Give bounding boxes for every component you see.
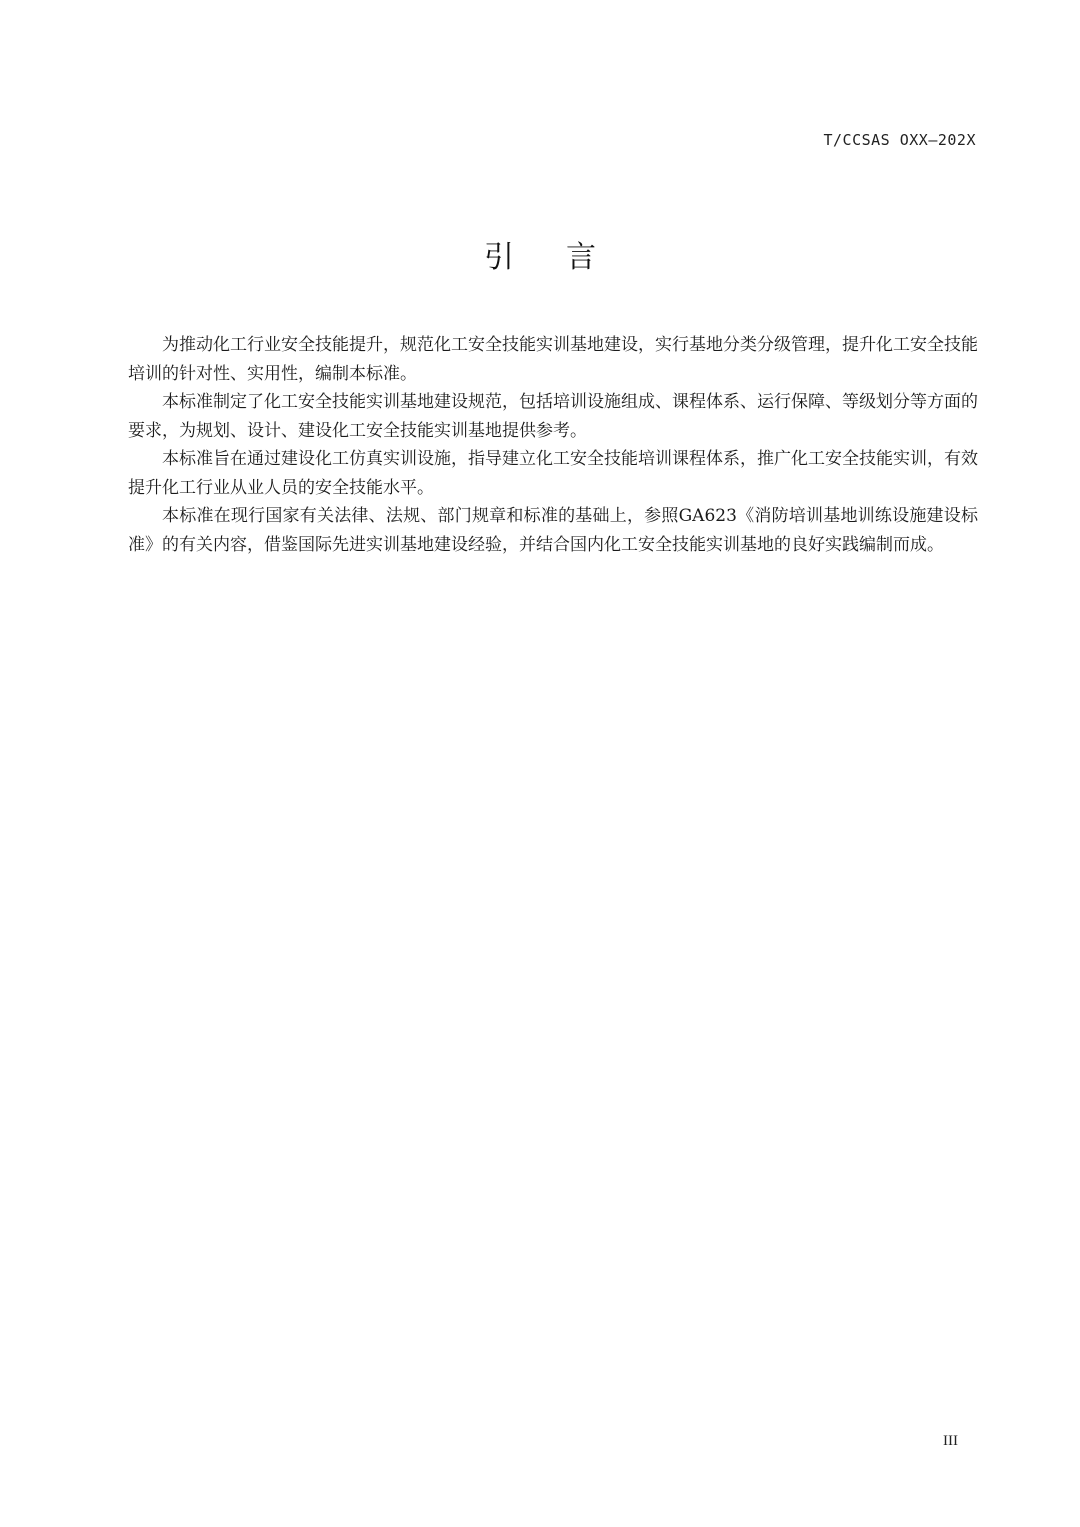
paragraph: 为推动化工行业安全技能提升，规范化工安全技能实训基地建设，实行基地分类分级管理，提升化工安全技能培训的针对性、实用性，编制本标准。 — [128, 335, 978, 384]
paragraph: 本标准在现行国家有关法律、法规、部门规章和标准的基础上，参照GA623《消防培训基地训练设施建设标准》的有关内容，借鉴国际先进实训基地建设经验，并结合国内化工安全技能实训基地的良好实践编制而成。 — [128, 506, 978, 555]
page-number: III — [943, 1433, 958, 1449]
paragraph: 本标准旨在通过建设化工仿真实训设施，指导建立化工安全技能培训课程体系，推广化工安全技能实训，有效提升化工行业从业人员的安全技能水平。 — [128, 449, 978, 498]
paragraph: 本标准制定了化工安全技能实训基地建设规范，包括培训设施组成、课程体系、运行保障、等级划分等方面的要求，为规划、设计、建设化工安全技能实训基地提供参考。 — [128, 392, 978, 441]
page-title: 引言 — [484, 240, 648, 275]
standard-code: T/CCSAS OXX—202X — [823, 131, 976, 149]
body-text — [128, 331, 978, 559]
